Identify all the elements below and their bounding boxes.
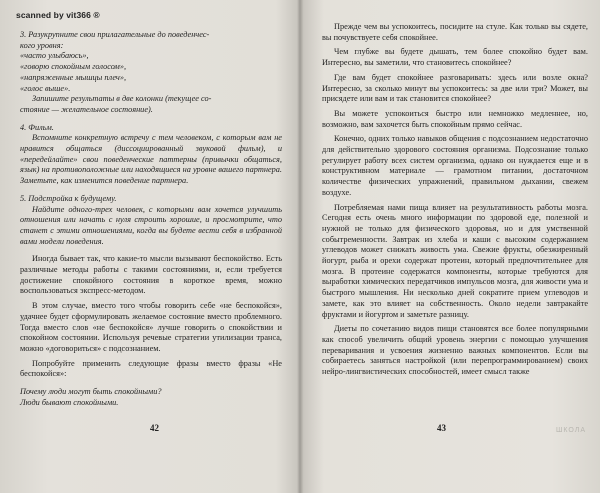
- text-line: Запишите результаты в две колонки (текущее со-: [32, 94, 212, 104]
- text-line: 5. Подстройка к будущему.: [20, 193, 117, 203]
- page-number-right: 43: [437, 423, 446, 433]
- text-line: «говорю спокойным голосом»,: [20, 62, 127, 72]
- text-line: Люди бывают спокойными.: [20, 397, 119, 407]
- text-line: «голос выше».: [20, 83, 71, 93]
- text-paragraph: Где вам будет спокойнее разговаривать: здесь или возле окна? Интересно, за сколько минут вы успокоитесь: за две или три? Может, вы присядете или вам и так становится спокойнее?: [322, 72, 588, 104]
- text-paragraph: Вы можете успокоиться быстро или немножко медленнее, но, возможно, вам захочется быть спокойным прямо сейчас.: [322, 108, 588, 129]
- text-paragraph: Потребляемая нами пища влияет на результативность работы мозга. Сегодня есть очень много информации по здоровой еде, полезной и нужной не только для физического здоровья, но и для умственной событременности. Завтрак из хлеба и каши с высоким содержанием углеводов может снижать живость ума. Свежие фрукты, обезжиренный йогурт, рыба и орехи содержат протеин, который предпочтительнее для мозга. В протеине содержатся компоненты, которые требуются для выработки химических передатчиков импульсов мозга, для живости ума и быстрого мышления. Ни несколько дней сократите прием углеводов и замете, как это влияет на собственность. Около недели завтракайте фруктами и йогуртом и заметьте разницу.: [322, 202, 588, 319]
- left-page: [0, 0, 298, 493]
- text-line: «напряженные мышцы плеч»,: [20, 72, 127, 82]
- text-line: кого уровня:: [20, 40, 64, 50]
- text-paragraph: В этом случае, вместо того чтобы говорить себе «не беспокойся», удачнее будет сформулировать желаемое состояние вместо проблемного. Тогда вместо слов «не беспокойся» лучше говорить о спокойствии и спокойном состоянии. Используя речевые стратегии утилизации транса, можно «договориться» с подсознанием.: [20, 301, 282, 353]
- text-line: 4. Фильм.: [20, 122, 54, 132]
- text-paragraph: Конечно, одних только навыков общения с подсознанием недостаточно для действительно здорового состояния организма. Подсознание только регулирует работу всех систем организма, однако он нуждается еще и в конструктивном материале — грамотном питании, достаточном количестве физических упражнений, правильном дыхании, свежем воздухе.: [322, 134, 588, 197]
- text-paragraph: Прежде чем вы успокоитесь, посидите на стуле. Как только вы сядете, вы почувствуете себя спокойнее.: [322, 22, 588, 42]
- right-page: [302, 0, 600, 493]
- text-line: Почему люди могут быть спокойными?: [20, 387, 162, 397]
- text-paragraph: Диеты по сочетанию видов пищи становятся все более популярными как способ увеличить общий уровень энергии с помощью улучшения переваривания и усвоения жизненно важных компонентов. Если вы собираетесь заняться настройкой (или перепрограммированием) своих нейро-лингвистических способностей, имеет смысл также: [322, 324, 588, 377]
- text-paragraph: Иногда бывает так, что какие-то мысли вызывают беспокойство. Есть различные методы работы с такими состояниями, и, если требуется достижение спокойного состояния в короткое время, можно воспользоваться экспресс-методом.: [20, 254, 282, 296]
- scan-note: scanned by vit366 ®: [16, 10, 100, 20]
- text-line: «часто улыбаюсь»,: [20, 51, 89, 61]
- text-paragraph: Чем глубже вы будете дышать, тем более спокойно будет вам. Интересно, вы заметили, что становитесь спокойнее?: [322, 47, 588, 68]
- text-paragraph: Найдите одного-трех человек, с которыми вам хочется улучшить отношения или начать с нуля строить хорошие, и просмотрите, что станет с этими отношениями, когда вы будете вести себя в избранной вами модели поведения.: [20, 204, 282, 246]
- text-paragraph: Вспомните конкретную встречу с тем человеком, с которым вам не нравится общаться (диссоциированный звуковой фильм), и «передейлайте» свои поведенческие паттерны (привычки общаться, язык) на противоположные или находящиеся на уровне вашего партнера. Заметьте, как изменится поведение партнера.: [20, 133, 282, 186]
- text-paragraph: Попробуйте применить следующие фразы вместо фразы «Не беспокойся»:: [20, 358, 282, 379]
- text-line: стояние — желательное состояние).: [20, 104, 153, 114]
- text-line: 3. Разукрупните свои прилагательные до поведенчес-: [20, 30, 210, 39]
- library-stamp: ШКОЛА: [555, 427, 586, 434]
- right-page-text: [322, 22, 588, 382]
- page-number-left: 42: [150, 423, 159, 433]
- left-page-text: [20, 30, 282, 409]
